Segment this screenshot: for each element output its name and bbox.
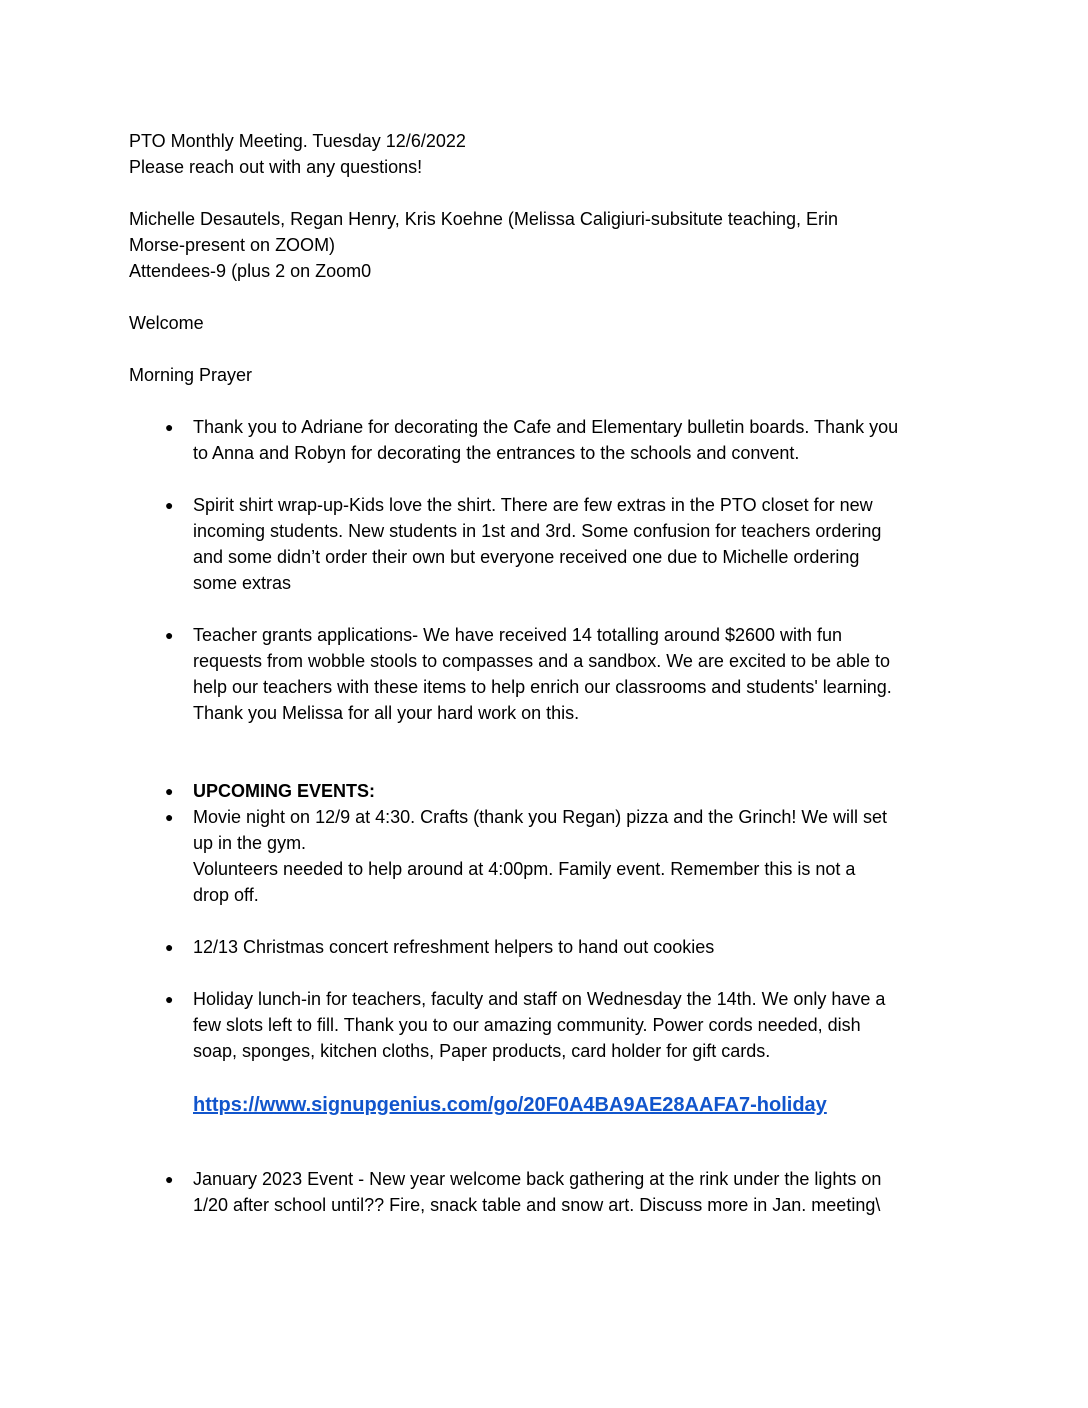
prayer-heading: Morning Prayer <box>129 365 253 385</box>
bullet-icon: ● <box>165 809 174 825</box>
holiday-lunch-line: soap, sponges, kitchen cloths, Paper products, card holder for gift cards. <box>193 1041 771 1061</box>
list-item-january <box>129 1166 969 1218</box>
list-item-teacher-grants <box>129 622 969 726</box>
spirit-shirt-line: incoming students. New students in 1st and 3rd. Some confusion for teachers ordering <box>193 521 882 541</box>
decorating-line: Thank you to Adriane for decorating the Cafe and Elementary bulletin boards. Thank you <box>193 417 899 437</box>
bullet-icon: ● <box>165 783 174 799</box>
meeting-subtitle: Please reach out with any questions! <box>129 157 423 177</box>
agenda-list <box>129 414 969 1064</box>
list-item-upcoming-heading <box>129 778 969 804</box>
teacher-grants-line: Teacher grants applications- We have received 14 totalling around $2600 with fun <box>193 625 843 645</box>
list-item-spirit-shirt <box>129 492 969 596</box>
movie-night-line: drop off. <box>193 885 259 905</box>
signup-genius-link[interactable]: https://www.signupgenius.com/go/20F0A4BA9AE28AAFA7-holiday <box>193 1094 827 1116</box>
meeting-title: PTO Monthly Meeting. Tuesday 12/6/2022 <box>129 131 466 151</box>
welcome-heading: Welcome <box>129 313 204 333</box>
spirit-shirt-line: Spirit shirt wrap-up-Kids love the shirt. There are few extras in the PTO closet for new <box>193 495 873 515</box>
movie-night-line: up in the gym. <box>193 833 307 853</box>
bullet-icon: ● <box>165 419 174 435</box>
movie-night-line: Movie night on 12/9 at 4:30. Crafts (thank you Regan) pizza and the Grinch! We will set <box>193 807 888 827</box>
upcoming-events-heading: UPCOMING EVENTS: <box>193 781 376 801</box>
teacher-grants-line: Thank you Melissa for all your hard work on this. <box>193 703 580 723</box>
attendance-line-3: Attendees-9 (plus 2 on Zoom0 <box>129 261 372 281</box>
holiday-lunch-line: few slots left to fill. Thank you to our amazing community. Power cords needed, dish <box>193 1015 861 1035</box>
attendance-line-1: Michelle Desautels, Regan Henry, Kris Koehne (Melissa Caligiuri-subsitute teaching, Erin <box>129 209 838 229</box>
concert-line: 12/13 Christmas concert refreshment helpers to hand out cookies <box>193 937 715 957</box>
bullet-icon: ● <box>165 627 174 643</box>
teacher-grants-line: help our teachers with these items to help enrich our classrooms and students' learning. <box>193 677 892 697</box>
decorating-line: to Anna and Robyn for decorating the entrances to the schools and convent. <box>193 443 800 463</box>
spirit-shirt-line: and some didn’t order their own but everyone received one due to Michelle ordering <box>193 547 860 567</box>
list-item-movie-night <box>129 804 969 908</box>
list-item-holiday-lunch <box>129 986 969 1064</box>
holiday-lunch-line: Holiday lunch-in for teachers, faculty and staff on Wednesday the 14th. We only have a <box>193 989 886 1009</box>
attendance-line-2: Morse-present on ZOOM) <box>129 235 336 255</box>
agenda-list-continued <box>129 1166 969 1218</box>
bullet-icon: ● <box>165 991 174 1007</box>
bullet-icon: ● <box>165 1171 174 1187</box>
movie-night-line: Volunteers needed to help around at 4:00pm. Family event. Remember this is not a <box>193 859 856 879</box>
january-line: January 2023 Event - New year welcome back gathering at the rink under the lights on <box>193 1169 882 1189</box>
spirit-shirt-line: some extras <box>193 573 292 593</box>
bullet-icon: ● <box>165 939 174 955</box>
teacher-grants-line: requests from wobble stools to compasses and a sandbox. We are excited to be able to <box>193 651 891 671</box>
january-line: 1/20 after school until?? Fire, snack table and snow art. Discuss more in Jan. meeting\ <box>193 1195 881 1215</box>
signup-link-line <box>129 1090 969 1120</box>
document-body <box>129 128 969 1218</box>
list-item-decorating <box>129 414 969 466</box>
list-item-concert <box>129 934 969 960</box>
bullet-icon: ● <box>165 497 174 513</box>
